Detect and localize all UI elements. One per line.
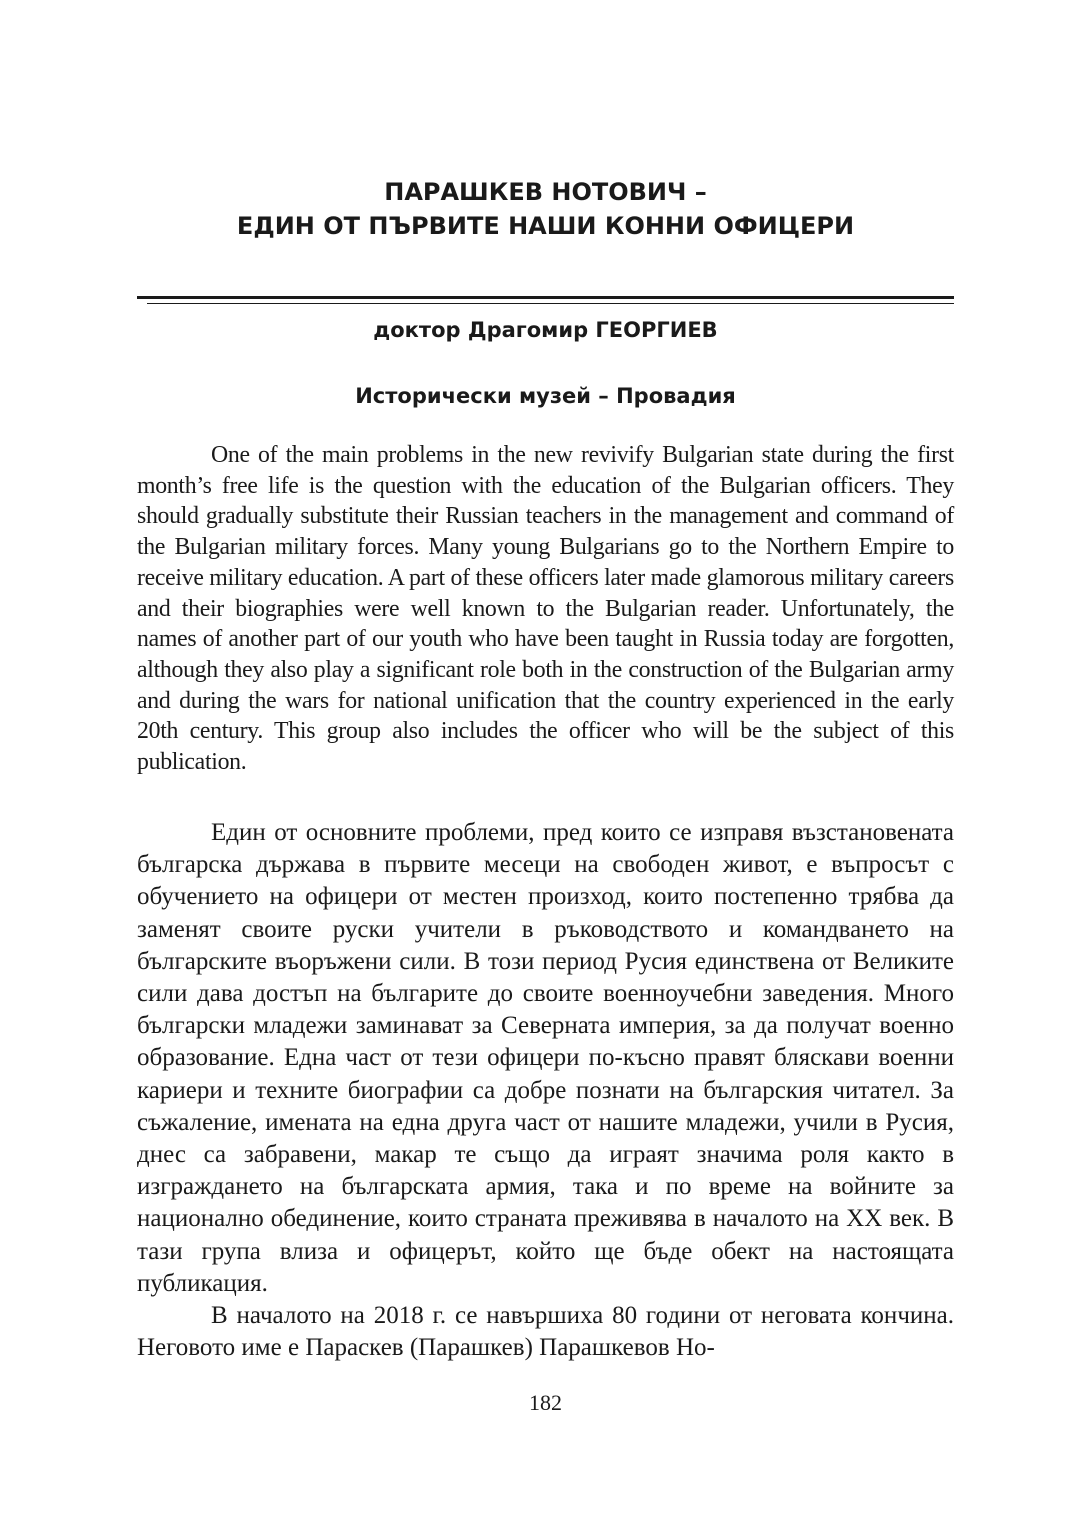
article-body	[137, 817, 954, 1364]
article-title-line-2: ЕДИН ОТ ПЪРВИТЕ НАШИ КОННИ ОФИЦЕРИ	[236, 212, 855, 240]
article-title-line-1: ПАРАШКЕВ НОТОВИЧ –	[384, 178, 707, 206]
body-paragraph-1: Един от основните проблеми, пред които се изправя възстановената българска държава в първите месеци на свободен живот, е въпросът с обучението на офицери от местен произход, които постепенно трябва да заменят своите руски учители в ръководството и командването на българските въоръжени сили. В този период Русия единствена от Великите сили дава достъп на българите до своите военноучебни заведения. Много български младежи заминават за Северната империя, за да получат военно образование. Една част от тези офицери по-късно правят бляскави военни кариери и техните биографии са добре познати на българския читател. За съжаление, имената на една друга част от нашите младежи, учили в Русия, днес са забравени, макар те също да играят значима роля както в изграждането на българската армия, така и по време на войните за национално обединение, които страната преживява в началото на XX век. В тази група влиза и офицерът, който ще бъде обект на настоящата публикация.	[137, 819, 954, 1297]
body-paragraph-2: В началото на 2018 г. се навършиха 80 години от неговата кончина. Неговото име е Параскев (Парашкев) Парашкевов Но-	[137, 1302, 954, 1362]
author-name: доктор Драгомир ГЕОРГИЕВ	[373, 318, 718, 342]
title-divider-thick	[137, 296, 954, 299]
page-number: 182	[529, 1390, 562, 1415]
author-affiliation: Исторически музей – Провадия	[355, 384, 736, 408]
title-divider-thin	[147, 303, 954, 304]
abstract-paragraph: One of the main problems in the new revivify Bulgarian state during the first month’s free life is the question with the education of the Bulgarian officers. They should gradually substitute their Russian teachers in the management and command of the Bulgarian military forces. Many young Bulgarians go to the Northern Empire to receive military education. A part of these officers later made glamorous military careers and their biographies were well known to the Bulgarian reader. Unfortunately, the names of another part of our youth who have been taught in Russia today are forgotten, although they also play a significant role both in the construction of the Bulgarian army and during the wars for national unification that the country experienced in the early 20th century. This group also includes the officer who will be the subject of this publication.	[137, 442, 954, 776]
